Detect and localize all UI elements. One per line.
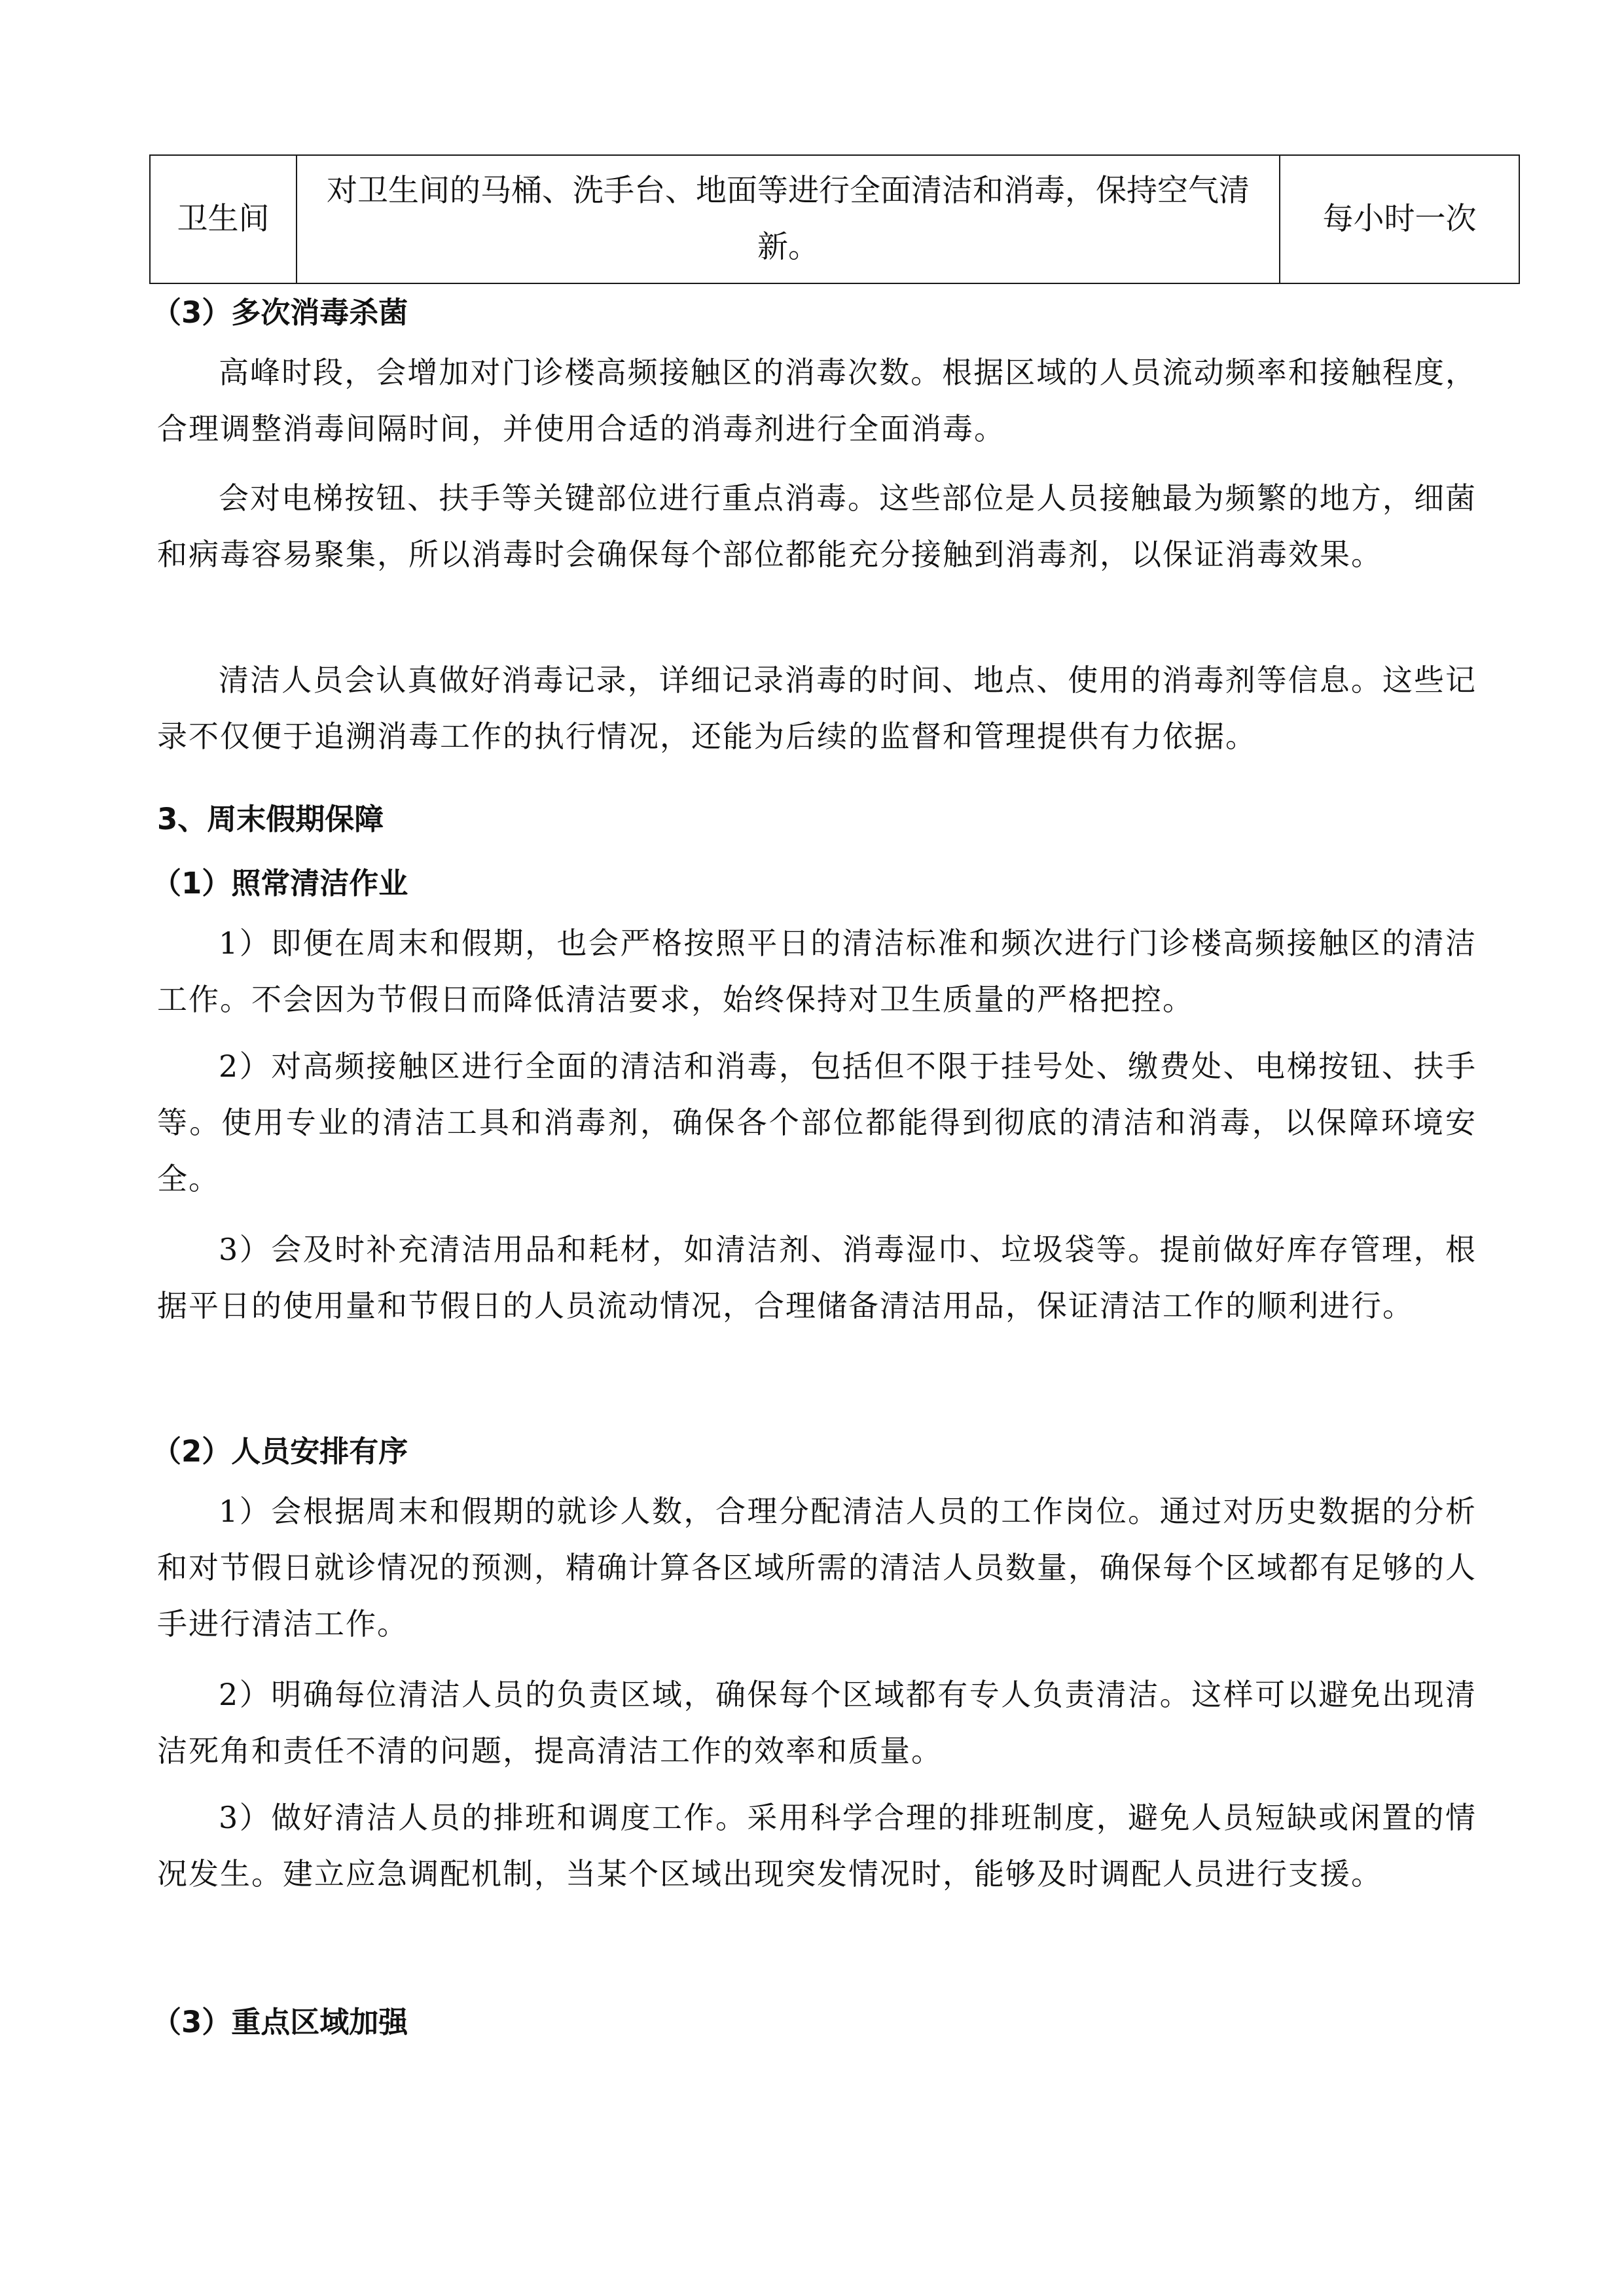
table-row <box>150 155 1519 283</box>
heading-staff-arrangement: （2）人员安排有序 <box>152 1434 408 1469</box>
paragraph: 2）对高频接触区进行全面的清洁和消毒，包括但不限于挂号处、缴费处、电梯按钮、扶手等。使用专业的清洁工具和消毒剂，确保各个部位都能得到彻底的清洁和消毒，以保障环境安全。 <box>157 1049 1477 1196</box>
heading-key-area-reinforcement: （3）重点区域加强 <box>152 2005 408 2039</box>
paragraph: 3）做好清洁人员的排班和调度工作。采用科学合理的排班制度，避免人员短缺或闲置的情况发生。建立应急调配机制，当某个区域出现突发情况时，能够及时调配人员进行支援。 <box>157 1800 1477 1892</box>
heading-multiple-disinfection: （3）多次消毒杀菌 <box>152 295 408 330</box>
table-cell-area: 卫生间 <box>150 155 297 283</box>
paragraph: 高峰时段，会增加对门诊楼高频接触区的消毒次数。根据区域的人员流动频率和接触程度，合理调整消毒间隔时间，并使用合适的消毒剂进行全面消毒。 <box>157 355 1477 446</box>
table-cell-frequency: 每小时一次 <box>1280 155 1519 283</box>
heading-regular-cleaning: （1）照常清洁作业 <box>152 866 408 901</box>
table-cell-content: 对卫生间的马桶、洗手台、地面等进行全面清洁和消毒，保持空气清新。 <box>297 155 1280 283</box>
paragraph: 1）会根据周末和假期的就诊人数，合理分配清洁人员的工作岗位。通过对历史数据的分析和对节假日就诊情况的预测，精确计算各区域所需的清洁人员数量，确保每个区域都有足够的人手进行清洁工作。 <box>157 1494 1477 1641</box>
paragraph: 3）会及时补充清洁用品和耗材，如清洁剂、消毒湿巾、垃圾袋等。提前做好库存管理，根据平日的使用量和节假日的人员流动情况，合理储备清洁用品，保证清洁工作的顺利进行。 <box>157 1232 1477 1323</box>
paragraph: 1）即便在周末和假期，也会严格按照平日的清洁标准和频次进行门诊楼高频接触区的清洁工作。不会因为节假日而降低清洁要求，始终保持对卫生质量的严格把控。 <box>157 925 1477 1017</box>
paragraph: 清洁人员会认真做好消毒记录，详细记录消毒的时间、地点、使用的消毒剂等信息。这些记录不仅便于追溯消毒工作的执行情况，还能为后续的监督和管理提供有力依据。 <box>157 662 1477 754</box>
heading-weekend-holiday: 3、周末假期保障 <box>157 802 384 836</box>
paragraph: 会对电梯按钮、扶手等关键部位进行重点消毒。这些部位是人员接触最为频繁的地方，细菌和病毒容易聚集，所以消毒时会确保每个部位都能充分接触到消毒剂，以保证消毒效果。 <box>157 480 1477 572</box>
paragraph: 2）明确每位清洁人员的负责区域，确保每个区域都有专人负责清洁。这样可以避免出现清洁死角和责任不清的问题，提高清洁工作的效率和质量。 <box>157 1677 1477 1768</box>
cleaning-schedule-table <box>149 154 1520 284</box>
